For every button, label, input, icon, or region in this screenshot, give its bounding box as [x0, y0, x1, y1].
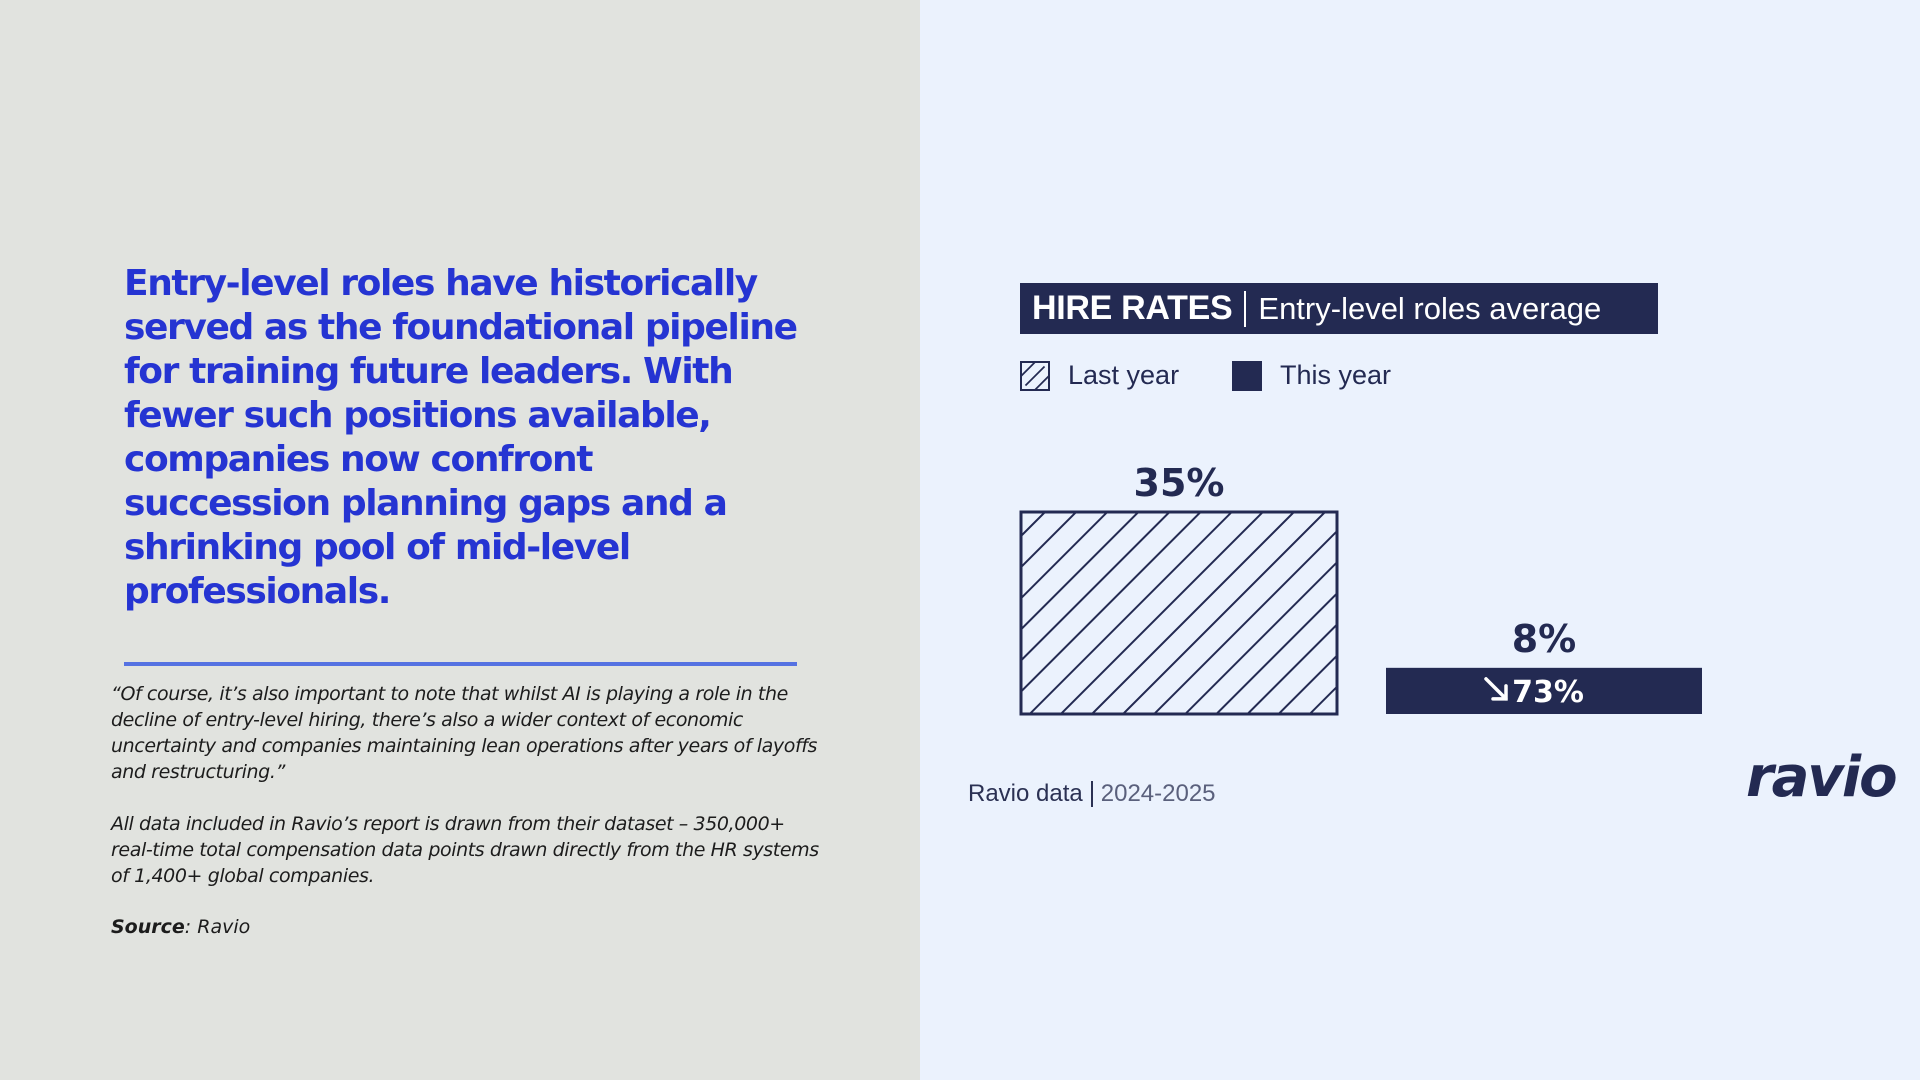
chart-title: HIRE RATES — [1032, 289, 1233, 327]
change-label: 73% — [1512, 674, 1584, 710]
data-source-name: Ravio data — [968, 780, 1083, 807]
value-label-last-year: 35% — [1133, 461, 1225, 505]
quote-text: “Of course, it’s also important to note that whilst AI is playing a role in the decline of entry-level hiring, there’s also a wider context of economic uncertainty and companies maintaining lean operations after years of layoffs and restructuring.” — [111, 683, 818, 783]
bar-last-year — [1021, 512, 1337, 714]
ravio-logo: ravio — [1746, 745, 1896, 810]
legend-label-last-year: Last year — [1068, 360, 1180, 390]
legend-label-this-year: This year — [1280, 360, 1392, 390]
source-value: : Ravio — [184, 916, 251, 938]
source-label: Source — [111, 916, 185, 938]
headline: Entry-level roles have historically served as the foundational pipeline for training future leaders. With fewer such positions available, companies now confront succession planning gaps and a shrinking pool of mid-level professionals. — [124, 263, 797, 612]
data-years: 2024-2025 — [1100, 780, 1216, 807]
data-source-footer — [968, 780, 1216, 808]
value-label-this-year: 8% — [1511, 616, 1577, 661]
data-note: All data included in Ravio’s report is drawn from their dataset – 350,000+ real-time total compensation data points drawn directly from the HR systems of 1,400+ global companies. — [111, 813, 819, 887]
chart-subtitle: Entry-level roles average — [1258, 290, 1602, 326]
footer-separator — [1091, 781, 1093, 807]
